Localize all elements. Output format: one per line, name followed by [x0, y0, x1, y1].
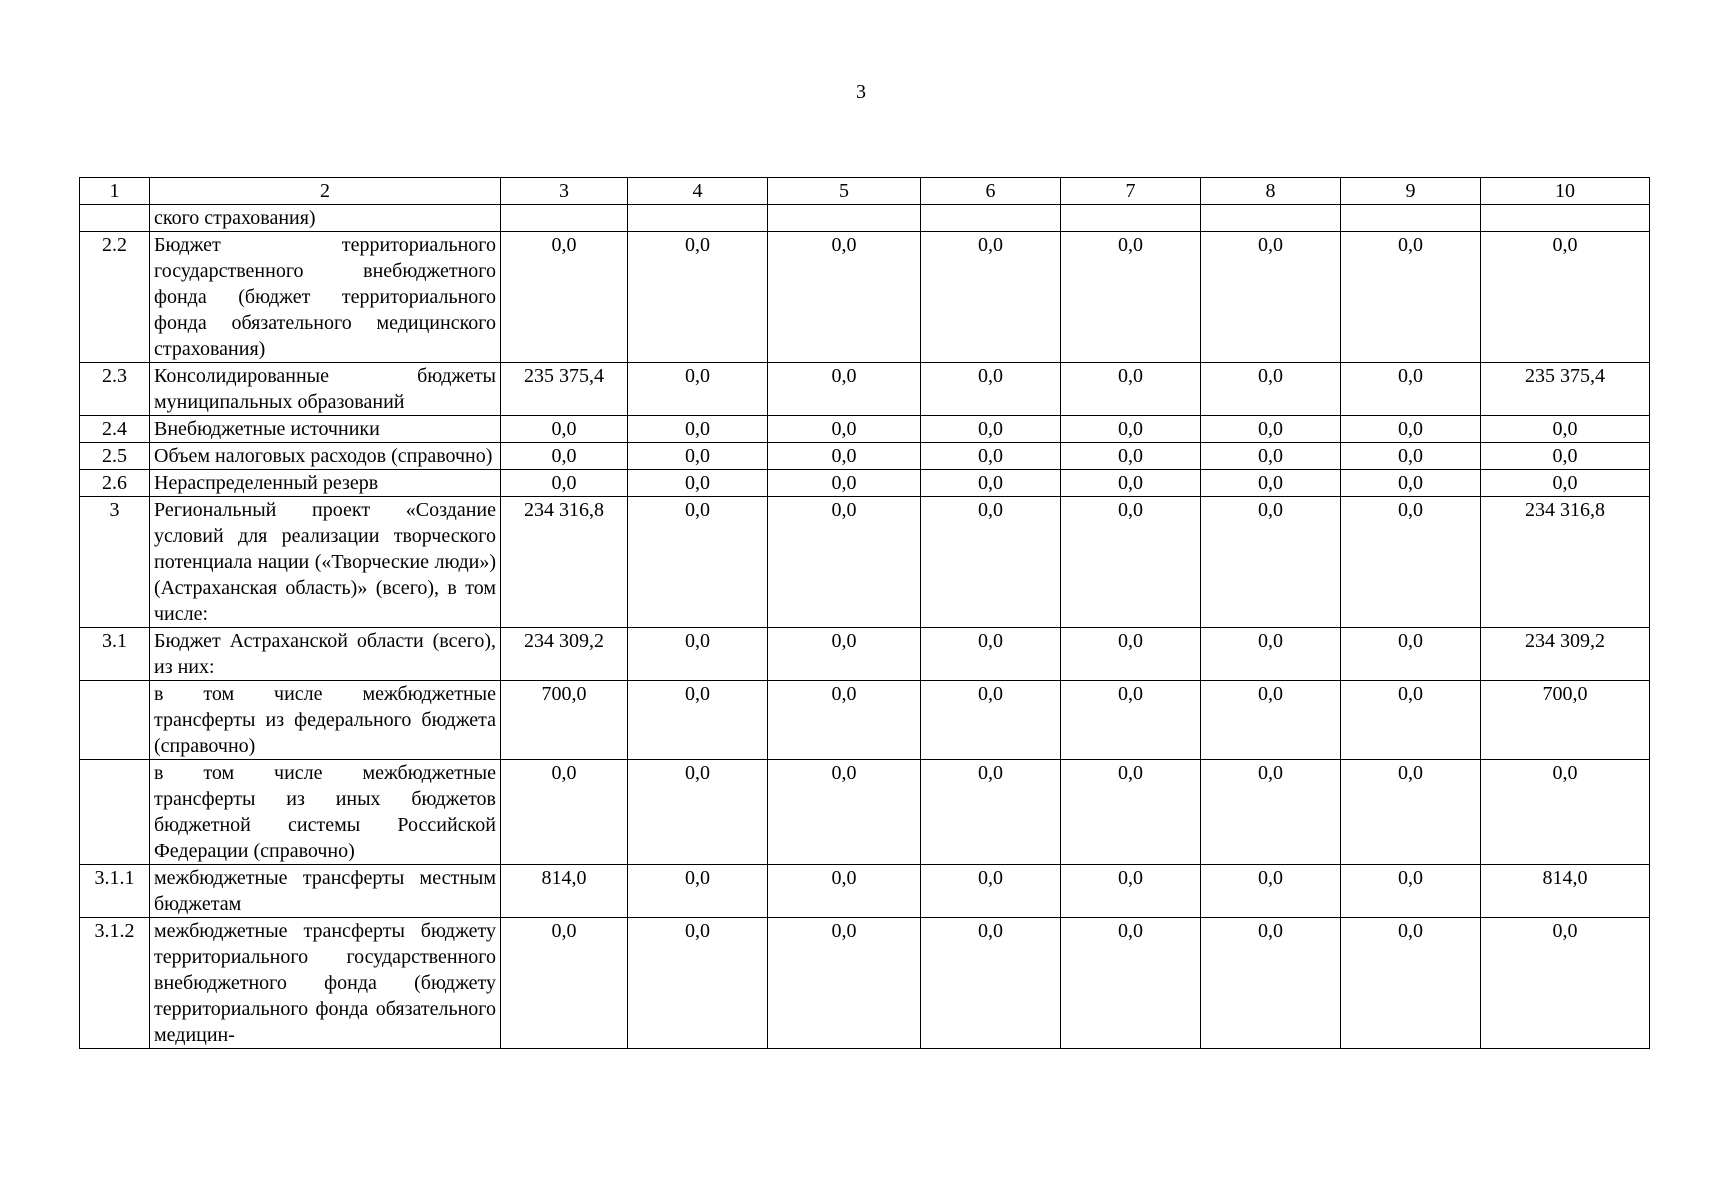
value-cell: 0,0: [1341, 363, 1481, 416]
value-cell: 0,0: [768, 918, 921, 1049]
value-cell: 0,0: [768, 865, 921, 918]
value-cell: 0,0: [1201, 760, 1341, 865]
value-cell: [1061, 205, 1201, 232]
value-cell: 0,0: [628, 628, 768, 681]
value-cell: 0,0: [1201, 363, 1341, 416]
row-index: [80, 205, 150, 232]
row-name: межбюджетные трансферты местным бюджетам: [150, 865, 501, 918]
header-cell: 9: [1341, 178, 1481, 205]
value-cell: 234 316,8: [501, 497, 628, 628]
value-cell: [768, 205, 921, 232]
value-cell: [1201, 205, 1341, 232]
row-name: в том числе межбюджетные трансферты из иных бюджетов бюджетной системы Российской Федерации (справочно): [150, 760, 501, 865]
table-row: [80, 205, 1650, 232]
value-cell: 0,0: [501, 416, 628, 443]
table-row: [80, 628, 1650, 681]
value-cell: 0,0: [501, 918, 628, 1049]
value-cell: 235 375,4: [1481, 363, 1650, 416]
table-row: [80, 470, 1650, 497]
value-cell: [501, 205, 628, 232]
table-row: [80, 416, 1650, 443]
row-name: Объем налоговых расходов (справочно): [150, 443, 501, 470]
value-cell: 0,0: [1341, 443, 1481, 470]
value-cell: [1341, 205, 1481, 232]
value-cell: 0,0: [501, 760, 628, 865]
table-row: [80, 918, 1650, 1049]
row-name: ского страхования): [150, 205, 501, 232]
value-cell: 0,0: [921, 470, 1061, 497]
row-name: Региональный проект «Создание условий для реализации творческого потенциала нации («Творческие люди») (Астраханская область)» (всего), в том числе:: [150, 497, 501, 628]
row-index: 3.1: [80, 628, 150, 681]
row-index: 3: [80, 497, 150, 628]
value-cell: 0,0: [1201, 443, 1341, 470]
row-index: 3.1.2: [80, 918, 150, 1049]
value-cell: 0,0: [1061, 865, 1201, 918]
row-index: [80, 760, 150, 865]
budget-table: [79, 177, 1650, 1049]
value-cell: 0,0: [1201, 497, 1341, 628]
row-index: 2.4: [80, 416, 150, 443]
row-name: Нераспределенный резерв: [150, 470, 501, 497]
table-row: [80, 760, 1650, 865]
value-cell: 0,0: [921, 760, 1061, 865]
value-cell: 0,0: [1341, 681, 1481, 760]
value-cell: 0,0: [1061, 363, 1201, 416]
value-cell: 0,0: [921, 497, 1061, 628]
value-cell: 0,0: [1061, 497, 1201, 628]
value-cell: [1481, 205, 1650, 232]
value-cell: 0,0: [768, 628, 921, 681]
value-cell: 0,0: [768, 497, 921, 628]
value-cell: 0,0: [921, 865, 1061, 918]
header-cell: 5: [768, 178, 921, 205]
value-cell: [921, 205, 1061, 232]
value-cell: 0,0: [768, 363, 921, 416]
value-cell: 0,0: [501, 232, 628, 363]
table-row: [80, 497, 1650, 628]
value-cell: 0,0: [628, 363, 768, 416]
value-cell: [628, 205, 768, 232]
value-cell: 235 375,4: [501, 363, 628, 416]
value-cell: 0,0: [1061, 681, 1201, 760]
header-row: [80, 178, 1650, 205]
value-cell: 0,0: [1341, 865, 1481, 918]
header-cell: 7: [1061, 178, 1201, 205]
value-cell: 0,0: [1341, 760, 1481, 865]
value-cell: 0,0: [628, 232, 768, 363]
value-cell: 0,0: [1061, 628, 1201, 681]
value-cell: 0,0: [1061, 470, 1201, 497]
row-index: 3.1.1: [80, 865, 150, 918]
row-index: 2.2: [80, 232, 150, 363]
value-cell: 0,0: [628, 497, 768, 628]
value-cell: 0,0: [921, 681, 1061, 760]
value-cell: 0,0: [1201, 628, 1341, 681]
value-cell: 814,0: [501, 865, 628, 918]
value-cell: 0,0: [628, 865, 768, 918]
value-cell: 0,0: [921, 628, 1061, 681]
value-cell: 234 309,2: [1481, 628, 1650, 681]
value-cell: 0,0: [768, 470, 921, 497]
value-cell: 0,0: [628, 918, 768, 1049]
row-name: Бюджет Астраханской области (всего), из них:: [150, 628, 501, 681]
table-row: [80, 363, 1650, 416]
row-index: 2.5: [80, 443, 150, 470]
page-number: 3: [856, 81, 866, 103]
row-name: Внебюджетные источники: [150, 416, 501, 443]
value-cell: 0,0: [768, 232, 921, 363]
value-cell: 0,0: [1201, 416, 1341, 443]
header-cell: 10: [1481, 178, 1650, 205]
value-cell: 0,0: [921, 443, 1061, 470]
value-cell: 0,0: [1201, 918, 1341, 1049]
value-cell: 0,0: [768, 443, 921, 470]
value-cell: 0,0: [628, 470, 768, 497]
header-cell: 6: [921, 178, 1061, 205]
value-cell: 700,0: [1481, 681, 1650, 760]
value-cell: 234 309,2: [501, 628, 628, 681]
value-cell: 0,0: [1481, 760, 1650, 865]
table-row: [80, 232, 1650, 363]
value-cell: 0,0: [628, 681, 768, 760]
row-index: 2.6: [80, 470, 150, 497]
value-cell: 0,0: [1481, 443, 1650, 470]
value-cell: 0,0: [1061, 918, 1201, 1049]
value-cell: 0,0: [921, 363, 1061, 416]
value-cell: 0,0: [768, 681, 921, 760]
value-cell: 0,0: [1481, 232, 1650, 363]
value-cell: 234 316,8: [1481, 497, 1650, 628]
header-cell: 1: [80, 178, 150, 205]
value-cell: 0,0: [628, 416, 768, 443]
row-name: Бюджет территориального государственного внебюджетного фонда (бюджет территориального фонда обязательного медицинского страхования): [150, 232, 501, 363]
value-cell: 0,0: [1061, 760, 1201, 865]
value-cell: 0,0: [921, 416, 1061, 443]
value-cell: 0,0: [628, 443, 768, 470]
value-cell: 0,0: [768, 416, 921, 443]
row-name: межбюджетные трансферты бюджету территориального государственного внебюджетного фонда (бюджету территориального фонда обязательного медицин-: [150, 918, 501, 1049]
value-cell: 0,0: [1481, 416, 1650, 443]
value-cell: 0,0: [628, 760, 768, 865]
value-cell: 0,0: [1341, 918, 1481, 1049]
value-cell: 0,0: [1201, 681, 1341, 760]
header-cell: 2: [150, 178, 501, 205]
table-row: [80, 443, 1650, 470]
value-cell: 0,0: [768, 760, 921, 865]
value-cell: 0,0: [501, 443, 628, 470]
value-cell: 0,0: [1061, 232, 1201, 363]
value-cell: 0,0: [1341, 232, 1481, 363]
value-cell: 0,0: [1341, 628, 1481, 681]
row-name: в том числе межбюджетные трансферты из федерального бюджета (справочно): [150, 681, 501, 760]
table-body: [80, 205, 1650, 1049]
value-cell: 0,0: [1481, 918, 1650, 1049]
value-cell: 0,0: [921, 232, 1061, 363]
value-cell: 814,0: [1481, 865, 1650, 918]
value-cell: 0,0: [1061, 416, 1201, 443]
row-name: Консолидированные бюджеты муниципальных образований: [150, 363, 501, 416]
value-cell: 0,0: [1341, 497, 1481, 628]
row-index: 2.3: [80, 363, 150, 416]
value-cell: 0,0: [1201, 470, 1341, 497]
value-cell: 0,0: [921, 918, 1061, 1049]
header-cell: 3: [501, 178, 628, 205]
table-row: [80, 681, 1650, 760]
value-cell: 0,0: [1061, 443, 1201, 470]
table-row: [80, 865, 1650, 918]
row-index: [80, 681, 150, 760]
header-cell: 4: [628, 178, 768, 205]
value-cell: 0,0: [1201, 232, 1341, 363]
value-cell: 0,0: [501, 470, 628, 497]
value-cell: 0,0: [1341, 416, 1481, 443]
value-cell: 0,0: [1341, 470, 1481, 497]
value-cell: 700,0: [501, 681, 628, 760]
header-cell: 8: [1201, 178, 1341, 205]
value-cell: 0,0: [1201, 865, 1341, 918]
value-cell: 0,0: [1481, 470, 1650, 497]
